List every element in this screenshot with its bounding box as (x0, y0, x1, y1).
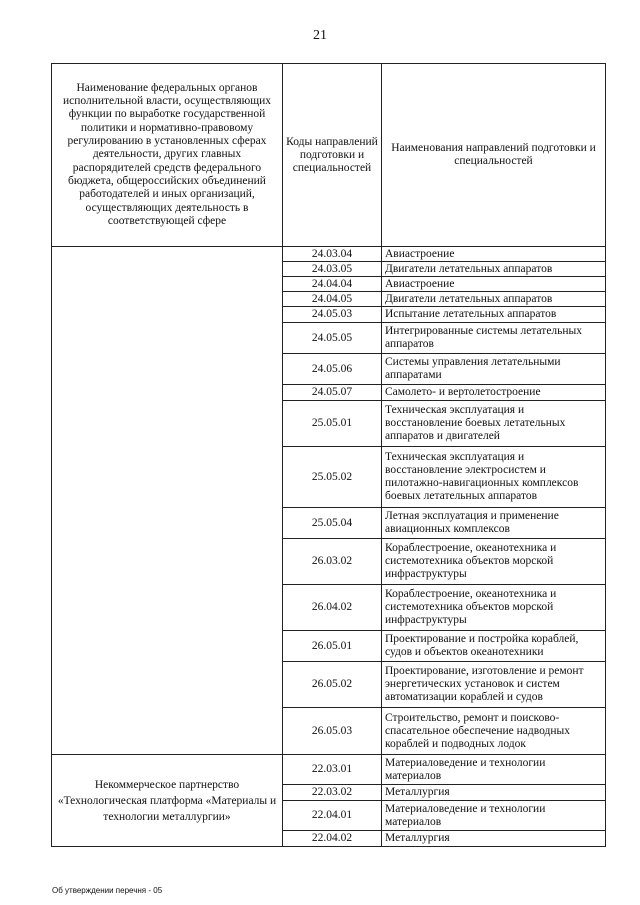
code-cell: 26.05.01 (283, 631, 382, 662)
name-cell: Двигатели летательных аппаратов (382, 292, 606, 307)
name-cell: Строительство, ремонт и поисково-спасательное обеспечение надводных кораблей и подводных лодок (382, 708, 606, 755)
header-name: Наименования направлений подготовки и специальностей (382, 64, 606, 247)
name-cell: Проектирование, изготовление и ремонт энергетических установок и систем автоматизации кораблей и судов (382, 662, 606, 708)
name-cell: Техническая эксплуатация и восстановление электросистем и пилотажно-навигационных комплексов боевых летательных аппаратов (382, 447, 606, 508)
name-cell: Двигатели летательных аппаратов (382, 262, 606, 277)
code-cell: 24.03.05 (283, 262, 382, 277)
table-row (52, 755, 606, 785)
name-cell: Материаловедение и технологии материалов (382, 755, 606, 785)
code-cell: 22.03.02 (283, 785, 382, 801)
name-cell: Самолето- и вертолетостроение (382, 385, 606, 401)
table-row (52, 247, 606, 262)
code-cell: 24.05.07 (283, 385, 382, 401)
code-cell: 25.05.04 (283, 508, 382, 539)
group1-org-cell (52, 247, 283, 755)
code-cell: 24.05.05 (283, 323, 382, 354)
name-cell: Авиастроение (382, 247, 606, 262)
name-cell: Техническая эксплуатация и восстановление боевых летательных аппаратов и двигателей (382, 401, 606, 447)
name-cell: Интегрированные системы летательных аппаратов (382, 323, 606, 354)
code-cell: 22.04.02 (283, 831, 382, 847)
code-cell: 24.05.03 (283, 307, 382, 323)
code-cell: 24.04.05 (283, 292, 382, 307)
code-cell: 22.03.01 (283, 755, 382, 785)
name-cell: Проектирование и постройка кораблей, судов и объектов океанотехники (382, 631, 606, 662)
specialties-table (51, 63, 606, 847)
code-cell: 24.04.04 (283, 277, 382, 292)
name-cell: Металлургия (382, 831, 606, 847)
code-cell: 26.03.02 (283, 539, 382, 585)
name-cell: Системы управления летательными аппаратами (382, 354, 606, 385)
name-cell: Металлургия (382, 785, 606, 801)
name-cell: Кораблестроение, океанотехника и системотехника объектов морской инфраструктуры (382, 539, 606, 585)
code-cell: 26.04.02 (283, 585, 382, 631)
code-cell: 26.05.03 (283, 708, 382, 755)
table-header-row (52, 64, 606, 247)
name-cell: Летная эксплуатация и применение авиационных комплексов (382, 508, 606, 539)
code-cell: 25.05.01 (283, 401, 382, 447)
code-cell: 24.03.04 (283, 247, 382, 262)
name-cell: Кораблестроение, океанотехника и системотехника объектов морской инфраструктуры (382, 585, 606, 631)
page-number: 21 (313, 28, 327, 43)
code-cell: 22.04.01 (283, 801, 382, 831)
code-cell: 24.05.06 (283, 354, 382, 385)
name-cell: Авиастроение (382, 277, 606, 292)
name-cell: Испытание летательных аппаратов (382, 307, 606, 323)
header-code: Коды направлений подготовки и специальностей (283, 64, 382, 247)
footer-note: Об утверждении перечня - 05 (52, 886, 163, 895)
name-cell: Материаловедение и технологии материалов (382, 801, 606, 831)
group2-org-cell: Некоммерческое партнерство «Технологическая платформа «Материалы и технологии металлургии» (52, 755, 283, 847)
header-org: Наименование федеральных органов исполнительной власти, осуществляющих функции по выработке государственной политики и нормативно-правовому регулированию в установленных сферах деятельности, других главных распорядителей средств федерального бюджета, общероссийских объединений работодателей и иных организаций, осуществляющих деятельность в соответствующей сфере (52, 64, 283, 247)
code-cell: 26.05.02 (283, 662, 382, 708)
code-cell: 25.05.02 (283, 447, 382, 508)
